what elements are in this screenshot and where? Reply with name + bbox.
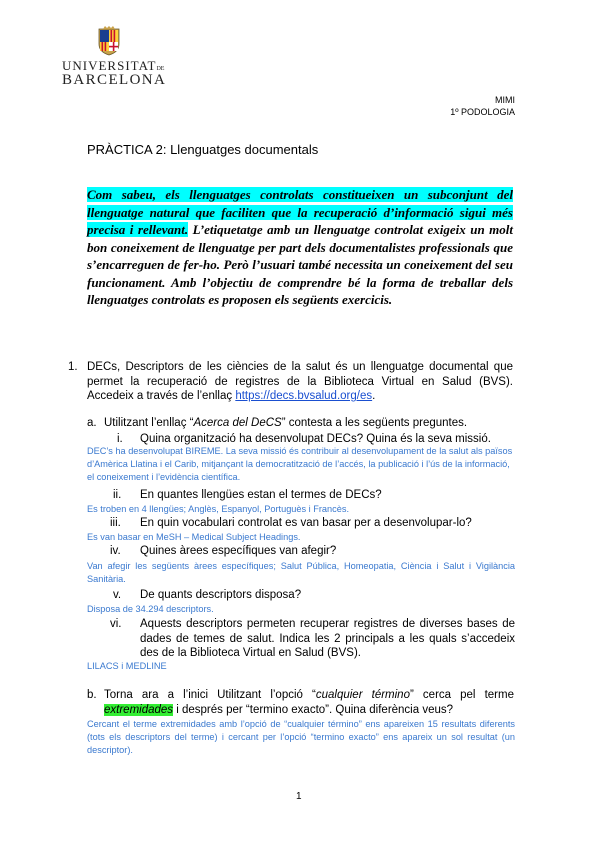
university-crest-icon <box>98 26 120 56</box>
item1-text <box>87 360 513 404</box>
question-text: De quants descriptors disposa? <box>140 589 302 601</box>
answer-text: DEC’s ha desenvolupat BIREME. La seva missió és contribuir al desenvolupament de la salut als països d’Amèrica Llatina i el Carib, mitjançant la democratització de l’accés, la publicació i l’ús de la informació, el coneixement i l’evidència científica. <box>87 446 513 482</box>
question-number: i. <box>117 433 123 445</box>
question-text: Quina organització ha desenvolupat DECs? Quina és la seva missió. <box>140 433 491 445</box>
sub-b-text <box>104 688 514 717</box>
question-text: En quantes llengües estan el termes de DECs? <box>140 489 382 501</box>
intro-rest-text: L’etiquetatge amb un llenguatge controlat exigeix un molt bon coneixement de llenguatge per part dels documentalistes professionals que s’encarreguen de fer-ho. Però l’usuari també necessita un coneixement del seu funcionament. Amb l’objectiu de comprendre bé la forma de treballar dels llenguatges controlats es proposen els següents exercicis. <box>87 222 514 307</box>
question-text: En quin vocabulari controlat es van basar per a desenvolupar-lo? <box>140 517 472 529</box>
question-number: iii. <box>110 517 121 529</box>
answer-text: Van afegir les següents àrees específiques; Salut Pública, Homeopatia, Ciència i Salut i Vigilància Sanitària. <box>87 561 515 584</box>
answer-text: Es troben en 4 llengües; Anglès, Espanyol, Portuguès i Francès. <box>87 504 350 514</box>
page-title: PRÀCTICA 2: Llenguatges documentals <box>87 142 319 157</box>
question-text: Aquests descriptors permeten recuperar registres de diverses bases de dades de temes de salut. Indica les 2 principals a les quals s’accedeix des de la Biblioteca Virtual en Salud (BVS). <box>140 618 515 659</box>
university-logo <box>62 26 167 96</box>
answer-text: Disposa de 34.294 descriptors. <box>87 604 214 614</box>
answer-text: Es van basar en MeSH – Medical Subject Headings. <box>87 532 301 542</box>
question-number: ii. <box>113 489 122 501</box>
question-number: vi. <box>110 618 122 630</box>
logo-text-line1: UNIVERSITATDE <box>62 58 165 73</box>
question-number: v. <box>113 589 122 601</box>
author-name: MIMI <box>495 95 515 105</box>
list-number-1: 1. <box>68 361 78 373</box>
sub-a-text-after: ” contesta a les següents preguntes. <box>281 417 468 429</box>
sub-b-italic-1: cualquier término <box>315 689 410 701</box>
sub-a-text <box>104 416 514 431</box>
sub-b-text-2: ” cerca pel terme <box>409 689 514 701</box>
sub-b-answer: Cercant el terme extremidades amb l’opció de “cualquier término” ens apareixen 15 resultats diferents (tots els descriptors del terme) i cercant per l’opció “termino exacto” ens apareix un sol resultat (un descriptor). <box>87 719 515 755</box>
sub-b-marker: b. <box>87 689 97 701</box>
sub-a-marker: a. <box>87 417 97 429</box>
item1-period: . <box>372 390 376 402</box>
page-number: 1 <box>296 791 302 802</box>
intro-highlighted-text: Com sabeu, els llenguatges controlats constitueixen un subconjunt del llenguatge natural que faciliten que la recuperació d’informació sigui més precisa i rellevant. <box>87 187 513 237</box>
sub-b-text-3: i després per “termino exacto”. Quina diferència veus? <box>173 703 454 716</box>
question-text: Quines àrees específiques van afegir? <box>140 545 337 557</box>
decs-link[interactable]: https://decs.bvsalud.org/es <box>235 390 373 402</box>
sub-b-text-1: Torna ara a l’inici Utilitzant l’opció “ <box>104 689 316 701</box>
sub-a-italic: Acerca del DeCS <box>193 417 282 429</box>
sub-b-highlighted-term: extremidades <box>104 703 174 716</box>
answer-text: LILACS i MEDLINE <box>87 661 167 671</box>
logo-text-line2: BARCELONA <box>62 72 167 88</box>
sub-a-text-before: Utilitzant l’enllaç “ <box>104 417 194 429</box>
question-number: iv. <box>110 545 121 557</box>
item1-body: DECs, Descriptors de les ciències de la salut és un llenguatge documental que permet la recuperació de registres de la Biblioteca Virtual en Salud (BVS). Accedeix a través de l’enllaç <box>87 361 513 402</box>
course-label: 1º PODOLOGIA <box>450 107 515 117</box>
intro-paragraph <box>87 186 513 309</box>
